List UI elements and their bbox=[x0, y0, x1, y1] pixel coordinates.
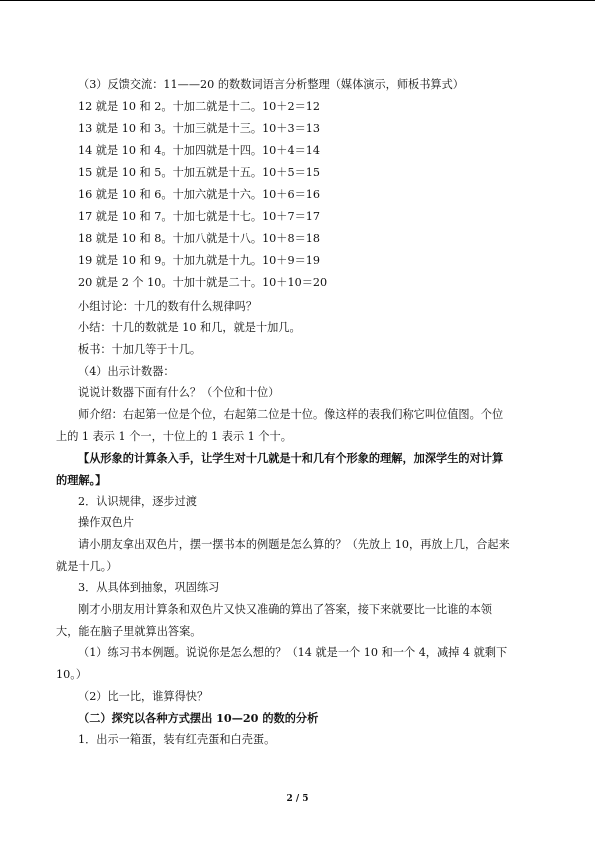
equation-line: 18 就是 10 和 8。十加八就是十八。10＋8＝18 bbox=[78, 232, 321, 245]
equation-line: 19 就是 10 和 9。十加九就是十九。10＋9＝19 bbox=[78, 254, 321, 267]
section-2-text-line-1: 请小朋友拿出双色片，摆一摆书本的例题是怎么算的？（先放上 10，再放上几，合起来 bbox=[78, 538, 510, 551]
exercise-2: （2）比一比，谁算得快？ bbox=[78, 690, 209, 703]
board-writing: 板书：十加几等于十几。 bbox=[78, 343, 202, 356]
equation-line: 16 就是 10 和 6。十加六就是十六。10＋6＝16 bbox=[78, 188, 321, 201]
part-2-title: （二）探究以各种方式摆出 10—20 的数的分析 bbox=[78, 711, 319, 725]
summary: 小结：十几的数就是 10 和几，就是十加几。 bbox=[78, 321, 301, 334]
exercise-1-line-2: 10。） bbox=[56, 668, 88, 681]
note-line-1: 【从形象的计算条入手，让学生对十几就是十和几有个形象的理解，加深学生的对计算 bbox=[78, 451, 504, 465]
header-rule bbox=[0, 0, 595, 1]
teacher-intro-line-2: 上的 1 表示 1 个一，十位上的 1 表示 1 个十。 bbox=[56, 430, 292, 443]
exercise-1-line-1: （1）练习书本例题。说说你是怎么想的？（14 就是一个 10 和一个 4，减掉 4 就剩下 bbox=[78, 646, 508, 659]
section-3-text-line-2: 大，能在脑子里就算出答案。 bbox=[56, 625, 202, 638]
equation-line: 15 就是 10 和 5。十加五就是十五。10＋5＝15 bbox=[78, 166, 321, 179]
heading-feedback: （3）反馈交流：11——20 的数数词语言分析整理（媒体演示，师板书算式） bbox=[78, 78, 464, 91]
section-2-text-line-2: 就是十几。） bbox=[56, 560, 118, 573]
equation-line: 14 就是 10 和 4。十加四就是十四。10＋4＝14 bbox=[78, 144, 321, 157]
group-discussion: 小组讨论：十几的数有什么规律吗？ bbox=[78, 300, 258, 313]
section-3-title: 3．从具体到抽象，巩固练习 bbox=[78, 581, 220, 594]
teacher-intro-line-1: 师介绍：右起第一位是个位，右起第二位是十位。像这样的表我们称它叫位值图。个位 bbox=[78, 408, 504, 421]
equation-line: 12 就是 10 和 2。十加二就是十二。10＋2＝12 bbox=[78, 100, 321, 113]
heading-counter: （4）出示计数器： bbox=[78, 365, 175, 378]
note-line-2: 的理解。】 bbox=[56, 473, 107, 487]
equation-line: 13 就是 10 和 3。十加三就是十三。10＋3＝13 bbox=[78, 122, 321, 135]
equation-line: 20 就是 2 个 10。十加十就是二十。10＋10＝20 bbox=[78, 276, 328, 289]
section-3-text-line-1: 刚才小朋友用计算条和双色片又快又准确的算出了答案，接下来就要比一比谁的本领 bbox=[78, 603, 492, 616]
section-2-operation: 操作双色片 bbox=[78, 516, 134, 529]
page-number: 2 / 5 bbox=[286, 794, 309, 804]
equation-line: 17 就是 10 和 7。十加七就是十七。10＋7＝17 bbox=[78, 210, 321, 223]
counter-question: 说说计数器下面有什么？（个位和十位） bbox=[78, 386, 280, 399]
part-2-item-1: 1．出示一箱蛋，装有红壳蛋和白壳蛋。 bbox=[78, 733, 276, 746]
section-2-title: 2．认识规律，逐步过渡 bbox=[78, 495, 197, 508]
